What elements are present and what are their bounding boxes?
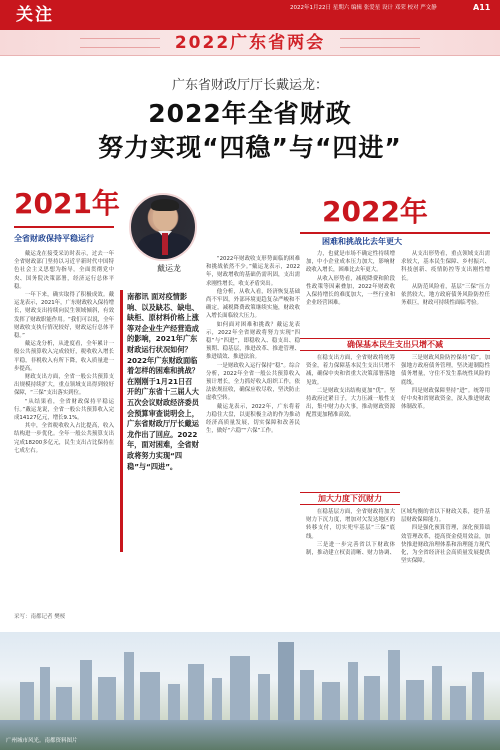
page-number: A11 (473, 3, 491, 12)
paragraph: 从收入形势看，减税降费和阶段性政策等因素叠加，2022年财政收入保持增长的难度加大，一些行业和企业经营困难。 (306, 275, 395, 307)
year-2021-rule (14, 226, 114, 228)
paragraph: 在稳支出方面，全省财政将统筹资金，着力保障基本民生支出只增不减，确保中央和省重大决策部署落地见效。 (306, 355, 395, 386)
building (300, 670, 314, 722)
paragraph: 从防范风险看，基层“三保”压力依然较大，地方政府债务风险防控任务艰巨，财政可持续性面临考验。 (401, 283, 490, 307)
paragraph: “2022年财政收支形势面临的困难和挑战依然不少。”戴运龙表示，2022年，财政增收的基础仍需巩固，支出需求刚性增长，收支矛盾突出。 (206, 256, 300, 287)
building (348, 662, 358, 722)
building (406, 680, 424, 722)
meeting-title: 2022广东省两会 (174, 33, 326, 53)
dateline: 2022年1月22日 星期六 编辑 张爱星 设计 邓荣 校对 严文静 (290, 5, 437, 11)
building (364, 676, 380, 722)
paragraph: 戴运龙表示，2022年，广东将着力稳住大盘，以更积极主动的作为推动经济高质量发展，切实保障和改善民生，做好“六稳”“六保”工作。 (206, 403, 300, 435)
paragraph: 一是财政收入运行保持“稳”。综合分析，2022年全省一般公共预算收入预计增长，全力抓好收入组织工作，依法依规征收，确保应收尽收，坚决防止虚收空转。 (206, 362, 300, 402)
tie-shape (162, 233, 168, 255)
paragraph: “从结果看，全省财政保持平稳运行。”戴运龙说，全省一般公共预算收入完成14127亿元，增长9.1%。 (14, 398, 114, 422)
lead-paragraph: 南都讯 面对疫情影响、以及缺芯、缺电、缺柜、原材料价格上涨等对企业生产经营造成的影响，2021年广东财政运行状况如何？2022年广东财政面临着怎样的困难和挑战？在刚刚于1月21日召开的广东省十三届人大五次会议财政经济委员会预算审查说明会上，广东省财政厅厅长戴运龙作出了回应。2022年，面对困难，全省财政将努力实现“四稳”与“四进”。 (127, 292, 199, 471)
section-title-financial-sinking: 加大力度下沉财力 (300, 492, 400, 505)
building (56, 687, 72, 722)
city-skyline-photo (0, 632, 500, 750)
building (98, 677, 116, 722)
portrait-photo (129, 193, 197, 261)
building (450, 686, 466, 722)
building (212, 678, 222, 722)
building (278, 642, 294, 722)
building (472, 672, 484, 722)
building (168, 684, 180, 722)
paragraph: 三是财政风险防控保持“稳”。加强地方政府债务管理，坚决遏制隐性债务增量，守住不发生系统性风险的底线。 (401, 355, 490, 386)
paragraph: 四是财政保障坚持“进”。统筹用好中央和省财政资金，深入推进财政体制改革。 (401, 387, 490, 411)
building (124, 652, 134, 722)
building (40, 667, 50, 722)
year-2021: 2021年 (14, 187, 120, 220)
building (20, 682, 34, 722)
portrait-name: 戴运龙 (157, 264, 181, 273)
building (388, 650, 400, 722)
paragraph: 从支出形势看，重点领域支出需求较大，基本民生保障、乡村振兴、科技创新、疫情防控等支出刚性增长。 (401, 251, 490, 282)
river-water (0, 720, 500, 750)
paragraph: 力，也就是市场不确定性持续增加，中小企业成本压力加大，影响财政收入增长，困难比去年更大。 (306, 251, 395, 274)
building (230, 656, 250, 722)
building (432, 666, 442, 722)
paragraph: 一年下来，确实取得了积极成效。戴运龙表示，2021年，广东财政收入保持增长，财政支出持续向民生领域倾斜，有效发挥了财政职能作用。“我们可以说，全年财政收支执行情况较好，财政运行总体平稳。” (14, 292, 114, 340)
paragraph: 他分析，从收入看，经济恢复基础尚不牢固，外部环境更趋复杂严峻和不确定，减税降费政策继续实施，财政收入增长面临较大压力。 (206, 288, 300, 320)
livelihood-text (306, 354, 490, 484)
headline-line-1: 2022年全省财政 (148, 99, 352, 128)
middle-column-text (206, 255, 300, 625)
paragraph: 戴运龙分析，从进度看，全年累计一般公共预算收入完成较好，税收收入增长平稳，非税收入有所下降，收入质量进一步提高。 (14, 341, 114, 372)
section-label: 关注 (16, 5, 54, 25)
section-title-livelihood: 确保基本民生支出只增不减 (300, 338, 490, 351)
building (188, 664, 204, 722)
year-2022: 2022年 (322, 195, 428, 228)
year-2022-rule (300, 232, 490, 234)
paragraph: 二是财政支出结构更加“优”。坚持政府过紧日子，大力压减一般性支出，集中财力办大事，推动财政资源配置更加精准高效。 (306, 387, 395, 419)
paragraph: 在稳基层方面，全省财政将加大财力下沉力度，增加对欠发达地区的转移支付，切实兜牢基层“三保”底线。 (306, 509, 395, 540)
lead-accent-bar (120, 290, 123, 552)
paragraph: 三是进一步完善省以下财政体制，推动建立权责清晰、财力协调、区域均衡的省以下财政关系，提升基层财政保障能力。 (306, 509, 490, 557)
photo-caption: 广州城市风光。南都资料图片 (6, 738, 78, 744)
left-column-text (14, 250, 114, 550)
financial-sinking-text (306, 508, 490, 626)
building (322, 682, 340, 722)
paragraph: 戴运龙在接受采访时表示，过去一年全省财政部门坚持以习近平新时代中国特色社会主义思想为指导，全面贯彻党中央、国务院决策部署，经济运行总体平稳。 (14, 251, 114, 290)
paragraph: 如何面对困难和挑战？戴运龙表示，2022年全省财政将努力实现“四稳”与“四进”，即稳收入、稳支出、稳预期、稳基层，推进改革、推进管理、推进绩效、推进法治。 (206, 321, 300, 361)
paragraph: 其中，全省税收收入占比提高，收入结构进一步优化。全年一般公共预算支出完成18200多亿元，民生支出占比保持在七成左右。 (14, 423, 114, 454)
reporter-credit: 采写：南都记者 樊桜 (14, 614, 66, 620)
building (258, 674, 270, 722)
subhead-2022: 困难和挑战比去年更大 (322, 237, 402, 246)
subhead-2021: 全省财政保持平稳运行 (14, 234, 94, 243)
hair-shape (151, 199, 179, 211)
building (140, 672, 160, 722)
article-kicker: 广东省财政厅厅长戴运龙： (171, 78, 328, 93)
headline-line-2: 努力实现“四稳”与“四进” (98, 133, 402, 162)
paragraph: 财政支出方面，全省一般公共预算支出规模持续扩大，重点领域支出得到较好保障，“三保”支出落实到位。 (14, 374, 114, 397)
building (80, 660, 92, 722)
right-column-text (306, 250, 490, 330)
paragraph: 四是强化预算管理，深化预算绩效管理改革，提高资金使用效益，加快推进财政治理体系和治理能力现代化，为全省经济社会高质量发展提供坚实保障。 (401, 525, 490, 565)
